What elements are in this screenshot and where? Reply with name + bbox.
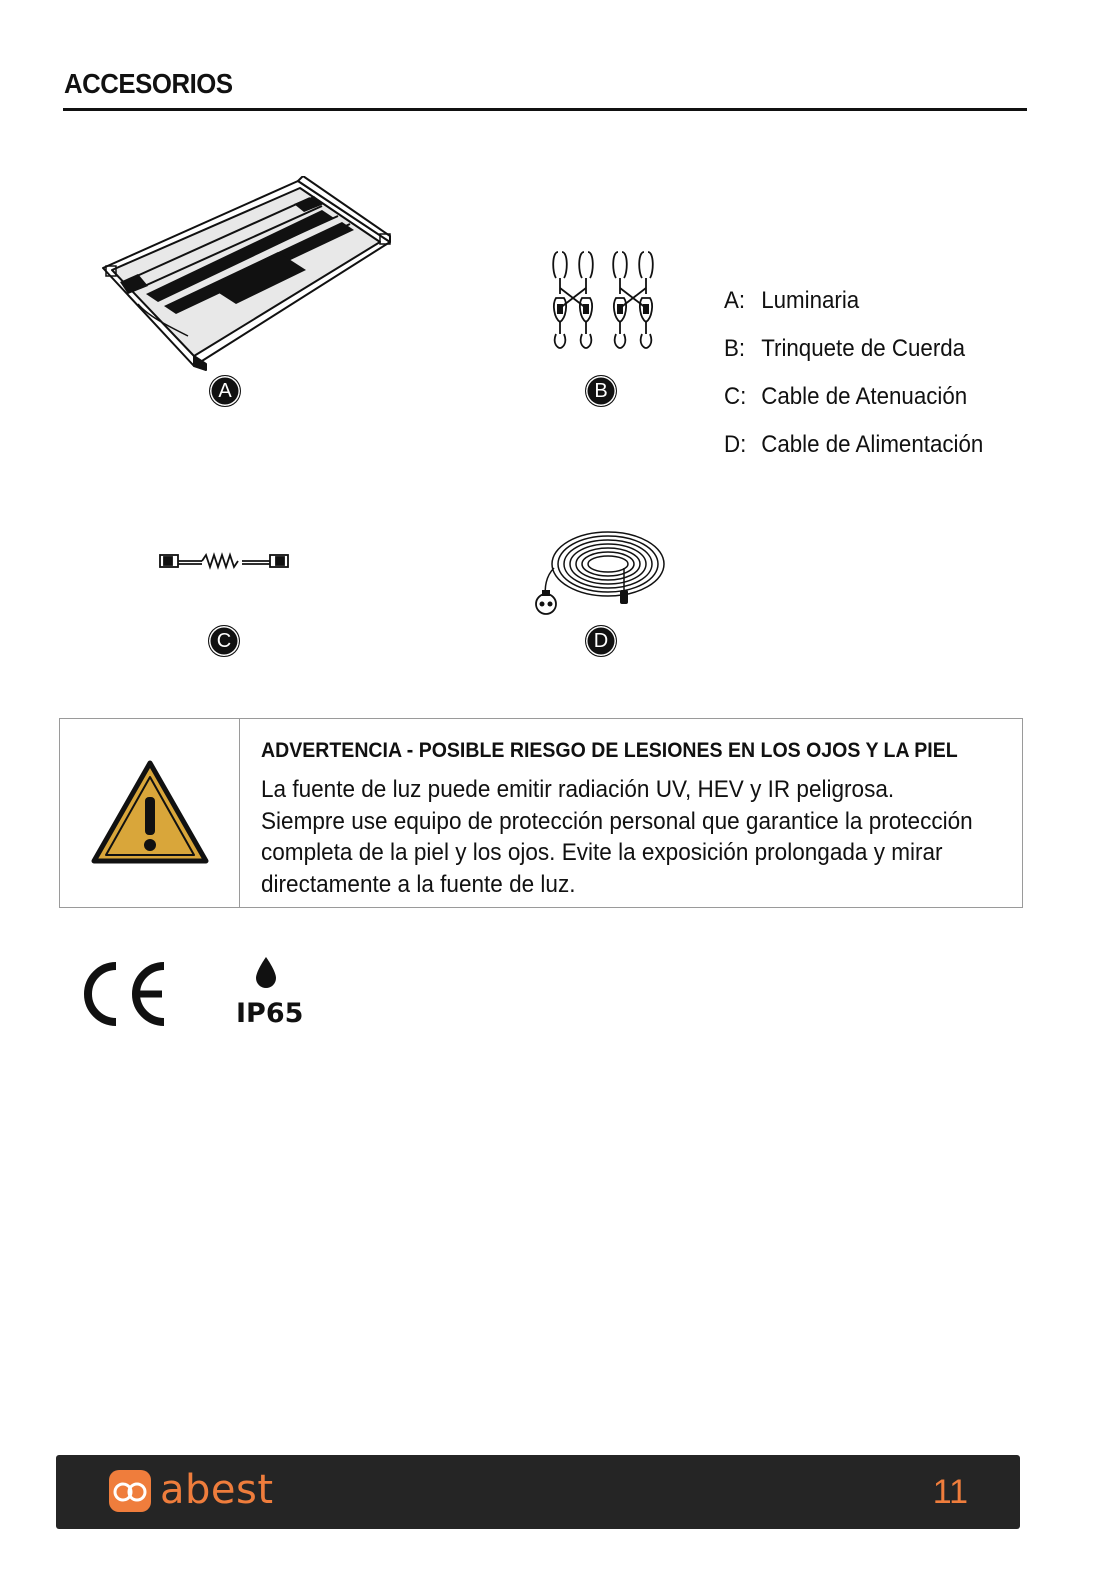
legend-letter: D — [724, 431, 741, 458]
title-divider — [63, 108, 1027, 111]
rope-ratchet-illustration — [548, 248, 660, 352]
water-drop-icon — [254, 955, 278, 989]
accessories-legend — [724, 282, 1003, 474]
page-title: ACCESORIOS — [64, 68, 233, 99]
legend-item — [724, 282, 983, 330]
legend-label: Trinquete de Cuerda — [761, 335, 966, 362]
dimming-cable-illustration — [158, 550, 290, 574]
warning-line: completa de la piel y los ojos. Evite la exposición prolongada y mirar — [261, 839, 943, 866]
badge-c: C — [208, 625, 240, 657]
warning-line: directamente a la fuente de luz. — [261, 870, 576, 898]
legend-letter: A — [724, 287, 739, 314]
legend-item — [724, 378, 983, 426]
warning-divider — [239, 719, 240, 907]
brand-name: abest — [160, 1467, 274, 1513]
warning-line: La fuente de luz puede emitir radiación UV, HEV y IR peligrosa. — [261, 776, 895, 803]
legend-separator: : — [738, 287, 746, 314]
ip-rating-label: IP65 — [236, 998, 304, 1029]
warning-body — [261, 774, 988, 900]
legend-label: Luminaria — [761, 287, 860, 314]
legend-separator: : — [740, 431, 747, 458]
footer-bar — [56, 1455, 1020, 1529]
luminaire-illustration — [98, 176, 394, 376]
legend-letter: C — [724, 383, 741, 410]
legend-separator: : — [740, 383, 747, 410]
legend-item — [724, 330, 983, 378]
legend-separator: : — [738, 335, 746, 362]
warning-title: ADVERTENCIA - POSIBLE RIESGO DE LESIONES EN LOS OJOS Y LA PIEL — [261, 739, 958, 762]
power-cable-illustration — [532, 528, 668, 618]
legend-label: Cable de Alimentación — [761, 431, 984, 458]
ce-mark-icon — [78, 962, 170, 1026]
warning-line: Siempre use equipo de protección personal que garantice la protección — [261, 807, 973, 835]
legend-letter: B — [724, 335, 739, 362]
page-number: 11 — [932, 1473, 968, 1511]
badge-b: B — [585, 375, 617, 407]
warning-triangle-icon — [88, 757, 212, 869]
legend-item — [724, 426, 983, 474]
warning-box — [59, 718, 1023, 908]
legend-label: Cable de Atenuación — [761, 383, 968, 410]
badge-d: D — [585, 625, 617, 657]
abest-logo-icon — [108, 1469, 152, 1513]
badge-a: A — [209, 375, 241, 407]
